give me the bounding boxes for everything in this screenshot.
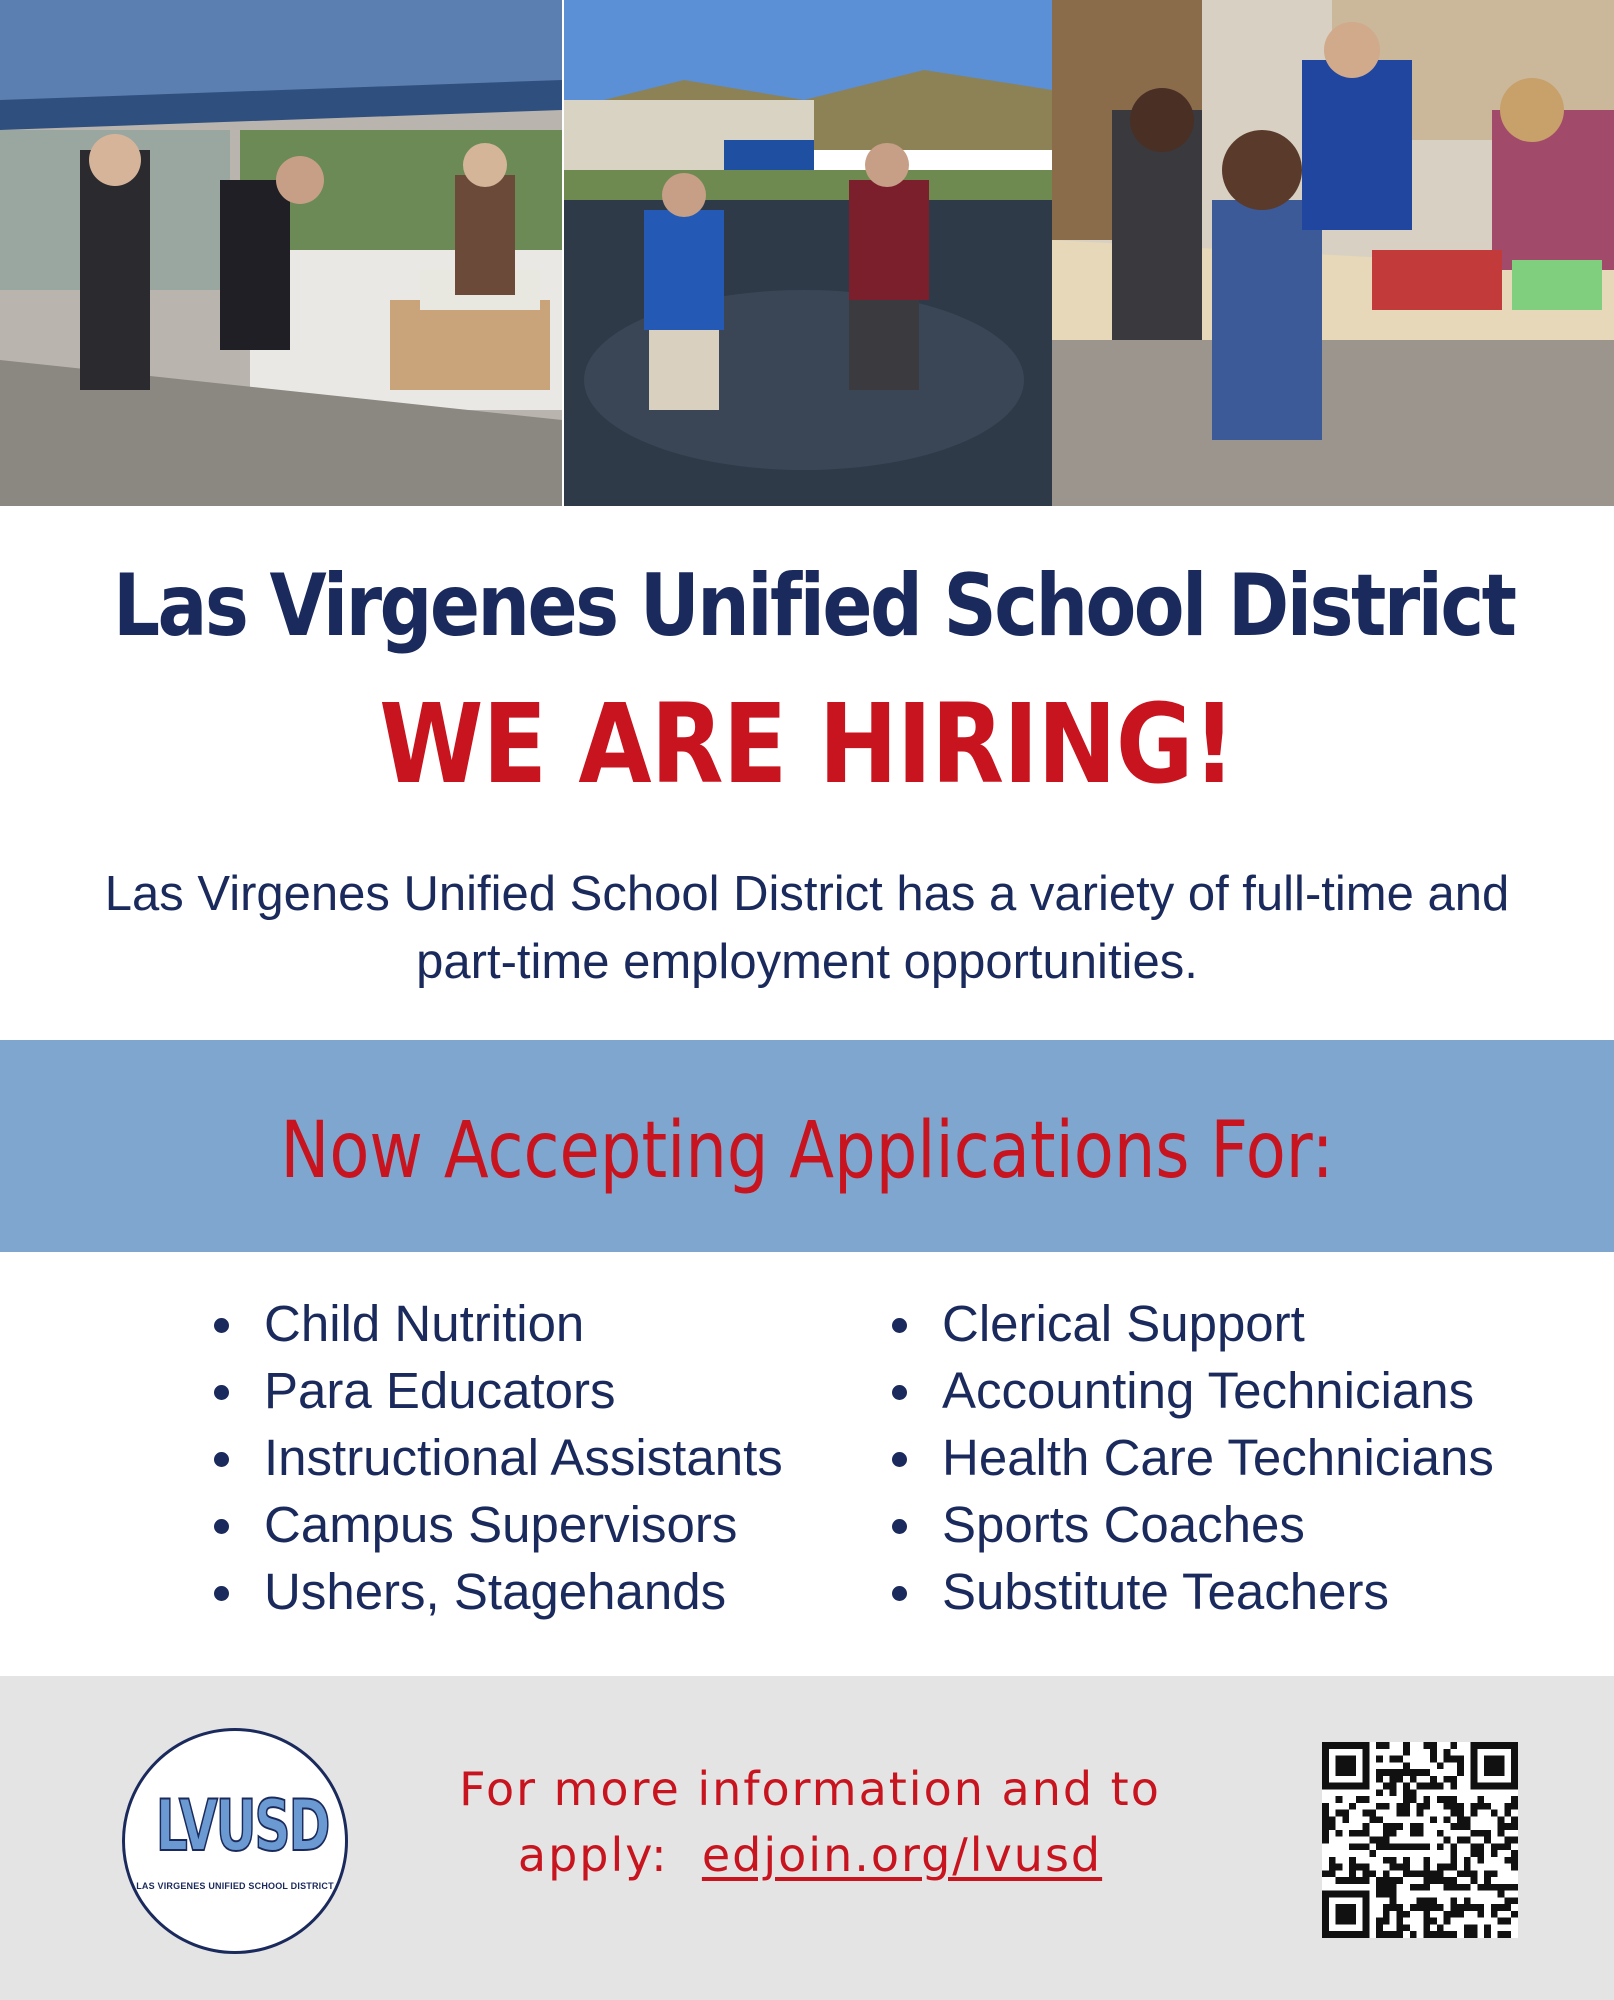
job-list-left [210,1290,783,1625]
list-item: Ushers, Stagehands [210,1558,783,1625]
qr-code[interactable] [1322,1742,1518,1938]
list-item: Accounting Technicians [888,1357,1494,1424]
footer [0,1676,1614,2000]
hiring-headline: WE ARE HIRING! [379,680,1235,808]
district-title: Las Virgenes Unified School District [112,556,1515,656]
list-item: Child Nutrition [210,1290,783,1357]
intro-text: Las Virgenes Unified School District has a variety of full-time and part-time employment opportunities. [104,867,1510,989]
logo-subtitle: LAS VIRGENES UNIFIED SCHOOL DISTRICT [136,1881,334,1891]
list-item: Para Educators [210,1357,783,1424]
list-item: Sports Coaches [888,1491,1494,1558]
photo-food-packing [1052,0,1614,506]
apply-line [380,1822,1240,1888]
list-item: Clerical Support [888,1290,1494,1357]
more-info [380,1756,1240,1888]
list-item: Substitute Teachers [888,1558,1494,1625]
info-line: For more information and to [459,1762,1161,1816]
list-item: Instructional Assistants [210,1424,783,1491]
apply-link[interactable]: edjoin.org/lvusd [701,1828,1103,1882]
photo-fist-bump [564,0,1052,506]
list-item: Health Care Technicians [888,1424,1494,1491]
list-item: Campus Supervisors [210,1491,783,1558]
logo-mark: LVUSD [155,1785,329,1867]
accepting-heading: Now Accepting Applications For: [280,1106,1334,1196]
accepting-band [0,1040,1614,1252]
photo-staff-at-table [0,0,562,506]
job-list-right [888,1290,1494,1625]
lvusd-logo [122,1728,348,1954]
apply-label: apply: [517,1828,669,1882]
photo-strip [0,0,1614,506]
